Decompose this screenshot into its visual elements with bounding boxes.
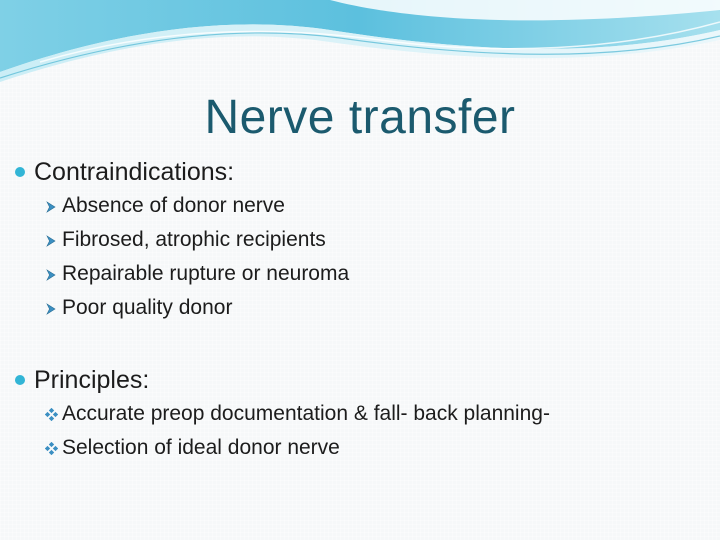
bullet-principles [14,363,714,397]
sub-bullet [14,291,714,325]
slide-title: Nerve transfer [204,91,516,144]
arrow-bullet-icon [45,201,57,213]
arrow-bullet-icon [45,235,57,247]
slide-content [14,155,714,465]
circle-bullet-icon [15,375,25,385]
sub-bullet [14,257,714,291]
sub-bullet-text: Accurate preop documentation & fall- back planning- [62,402,550,425]
diamond-bullet-icon [45,442,58,455]
diamond-bullet-icon [45,408,58,421]
arrow-bullet-icon [45,303,57,315]
arrow-bullet-icon [45,269,57,281]
bullet-text: Principles: [34,366,150,394]
sub-bullet [14,431,714,465]
sub-bullet-text: Repairable rupture or neuroma [62,262,350,285]
spacer [14,325,714,363]
circle-bullet-icon [15,167,25,177]
sub-bullet-text: Fibrosed, atrophic recipients [62,228,326,251]
sub-bullet [14,397,714,431]
sub-bullet-text: Absence of donor nerve [62,194,285,217]
bullet-text: Contraindications: [34,158,235,186]
sub-bullet [14,223,714,257]
bullet-contraindications [14,155,714,189]
sub-bullet-text: Selection of ideal donor nerve [62,436,340,459]
sub-bullet [14,189,714,223]
header-wave-decoration [0,0,720,90]
sub-bullet-text: Poor quality donor [62,296,233,319]
